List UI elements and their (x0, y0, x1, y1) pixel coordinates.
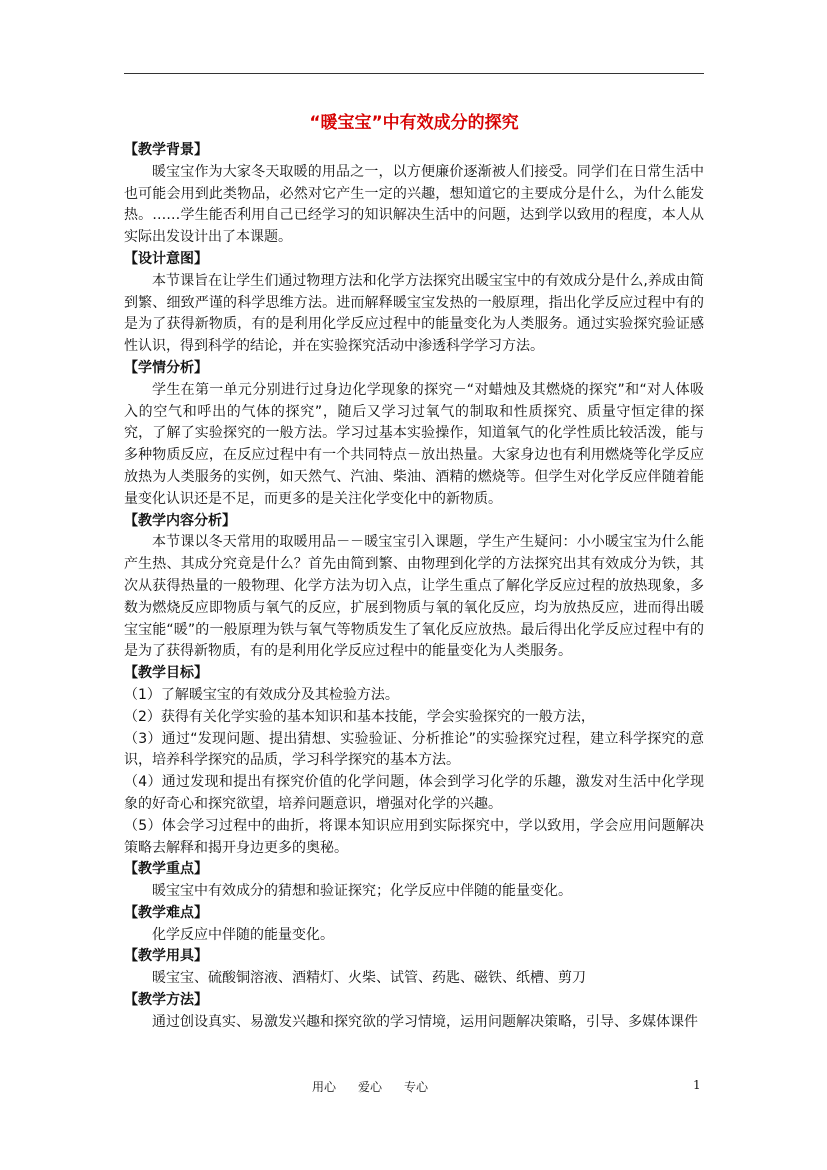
section-paragraph: 本节课以冬天常用的取暖用品－－暖宝宝引入课题，学生产生疑问：小小暖宝宝为什么能产生热、其成分究竟是什么？首先由简到繁、由物理到化学的方法探究出其有效成分为铁，其次从获得热量的一般物理、化学方法为切入点，让学生重点了解化学反应过程的放热现象，多数为燃烧反应即物质与氧气的反应，扩展到物质与氧的氧化反应，均为放热反应，进而得出暖宝宝能“暖”的一般原理为铁与氧气等物质发生了氧化反应放热。最后得出化学反应过程中有的是为了获得新物质，有的是利用化学反应过程中的能量变化为人类服务。 (124, 534, 704, 660)
section-paragraph: 本节课旨在让学生们通过物理方法和化学方法探究出暖宝宝中的有效成分是什么,养成由简到繁、细致严谨的科学思维方法。进而解释暖宝宝发热的一般原理，指出化学反应过程中有的是为了获得新物质，有的是利用化学反应过程中的能量变化为人类服务。通过实验探究验证感性认识，得到科学的结论，并在实验探究活动中渗透科学学习方法。 (124, 272, 704, 355)
sections-container (124, 140, 704, 1034)
section-paragraph: 化学反应中伴随的能量变化。 (152, 926, 334, 943)
section-heading: 【设计意图】 (124, 250, 208, 267)
page-number: 1 (693, 1078, 701, 1092)
section-heading: 【教学用具】 (124, 948, 208, 965)
footer-word: 用心 (312, 1080, 337, 1094)
section-heading: 【教学背景】 (124, 142, 208, 158)
footer-motto (312, 1078, 450, 1095)
objective-item: （1）了解暖宝宝的有效成分及其检验方法。 (124, 686, 399, 703)
section-paragraph: 暖宝宝中有效成分的猜想和验证探究；化学反应中伴随的能量变化。 (152, 883, 572, 900)
objective-item: （5）体会学习过程中的曲折，将课本知识应用到实际探究中，学以致用，学会应用问题解决策略去解释和揭开身边更多的奥秘。 (124, 817, 704, 856)
section-heading: 【教学难点】 (124, 904, 208, 921)
objective-item: （3）通过“发现问题、提出猜想、实验验证、分析推论”的实验探究过程，建立科学探究的意识，培养科学探究的品质，学习科学探究的基本方法。 (124, 730, 704, 769)
section-paragraph: 暖宝宝、硫酸铜溶液、酒精灯、火柴、试管、药匙、磁铁、纸槽、剪刀 (152, 970, 586, 987)
section-paragraph: 暖宝宝作为大家冬天取暖的用品之一，以方便廉价逐渐被人们接受。同学们在日常生活中也可能会用到此类物品，必然对它产生一定的兴趣，想知道它的主要成分是什么，为什么能发热。……学生能否利用自己已经学习的知识解决生活中的问题，达到学以致用的程度，本人从实际出发设计出了本课题。 (124, 163, 704, 246)
document-title: “暖宝宝”中有效成分的探究 (309, 113, 519, 133)
footer-word: 爱心 (358, 1080, 383, 1094)
objective-item: （4）通过发现和提出有探究价值的化学问题，体会到学习化学的乐趣，激发对生活中化学现象的好奇心和探究欲望，培养问题意识，增强对化学的兴趣。 (124, 774, 704, 812)
section-heading: 【学情分析】 (124, 359, 208, 376)
header-rule (124, 73, 704, 74)
footer-word: 专心 (404, 1080, 429, 1094)
section-heading: 【教学方法】 (124, 992, 208, 1009)
section-paragraph: 学生在第一单元分别进行过身边化学现象的探究－“对蜡烛及其燃烧的探究”和“对人体吸入的空气和呼出的气体的探究”，随后又学习过氧气的制取和性质探究、质量守恒定律的探究，了解了实验探究的一般方法。学习过基本实验操作，知道氧气的化学性质比较活泼，能与多种物质反应，在反应过程中有一个共同特点－放出热量。大家身边也有利用燃烧等化学反应放热为人类服务的实例，如天然气、汽油、柴油、酒精的燃烧等。但学生对化学反应伴随着能量变化认识还是不足，而更多的是关注化学变化中的新物质。 (124, 381, 704, 507)
document-body (124, 108, 704, 1034)
section-paragraph: 通过创设真实、易激发兴趣和探究欲的学习情境，运用问题解决策略，引导、多媒体课件 (152, 1013, 698, 1030)
section-heading: 【教学目标】 (124, 665, 208, 682)
section-heading: 【教学内容分析】 (124, 512, 236, 529)
objective-item: （2）获得有关化学实验的基本知识和基本技能，学会实验探究的一般方法， (124, 708, 595, 725)
section-heading: 【教学重点】 (124, 861, 208, 878)
